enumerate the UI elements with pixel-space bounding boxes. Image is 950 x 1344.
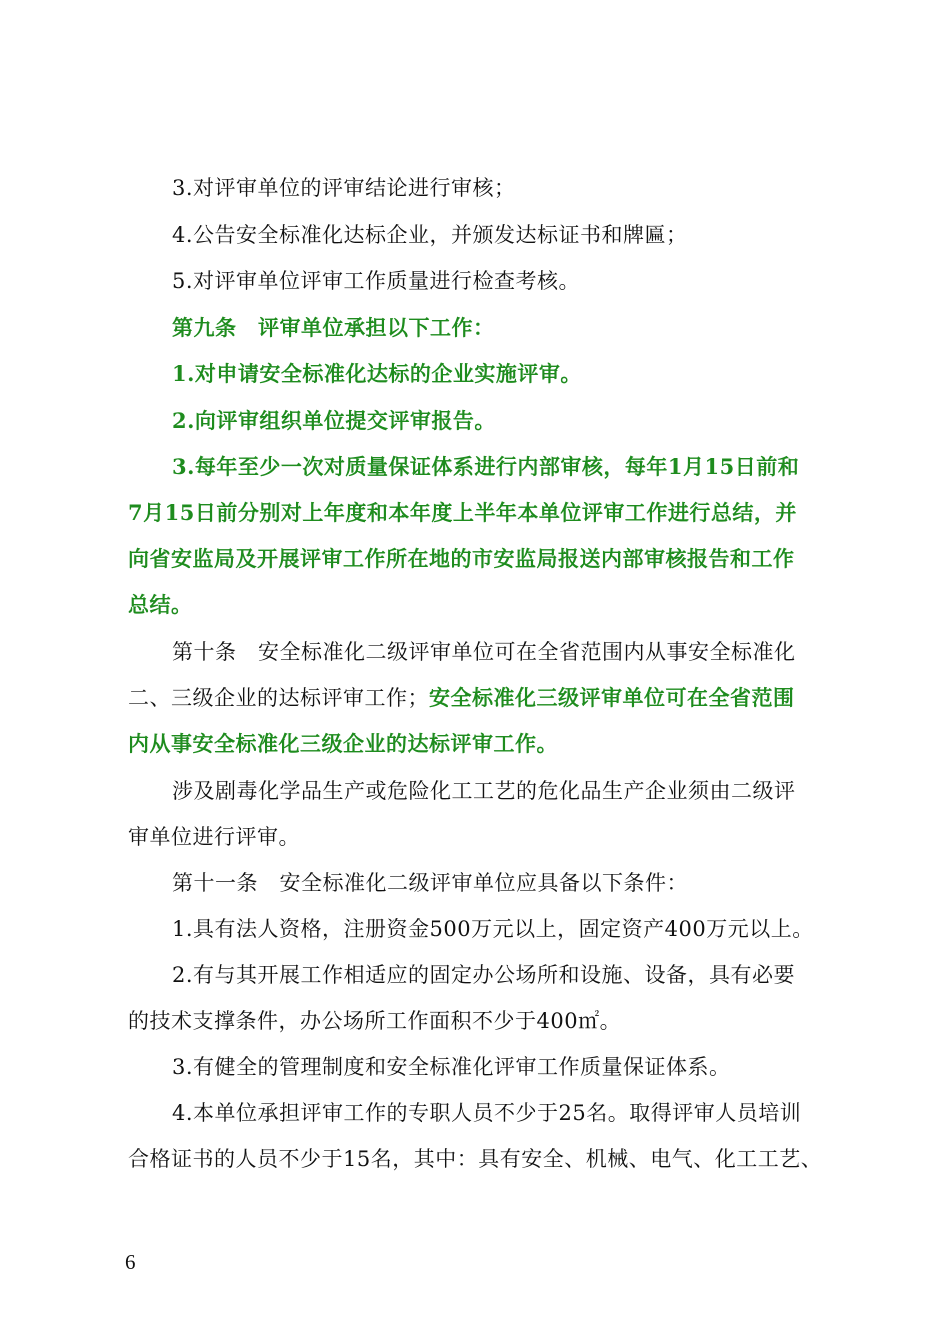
text-line: 3.每年至少一次对质量保证体系进行内部审核，每年1月15日前和 (172, 454, 800, 479)
text-line: 内从事安全标准化三级企业的达标评审工作。 (128, 731, 558, 756)
text-line: 2.向评审组织单位提交评审报告。 (172, 408, 496, 433)
article-heading: 第九条 评审单位承担以下工作： (172, 315, 495, 340)
text-line: 4.公告安全标准化达标企业，并颁发达标证书和牌匾； (172, 223, 688, 247)
text-line: 3.对评审单位的评审结论进行审核； (172, 176, 516, 200)
text-line: 1.具有法人资格，注册资金500万元以上，固定资产400万元以上。 (172, 917, 814, 941)
text-line: 涉及剧毒化学品生产或危险化工工艺的危化品生产企业须由二级评 (172, 779, 796, 803)
text-line: 7月15日前分别对上年度和本年度上半年本单位评审工作进行总结，并 (128, 500, 797, 525)
text-line: 向省安监局及开展评审工作所在地的市安监局报送内部审核报告和工作 (128, 546, 795, 571)
text-line: 合格证书的人员不少于15名，其中：具有安全、机械、电气、化工工艺、 (128, 1147, 823, 1171)
text-line: 4.本单位承担评审工作的专职人员不少于25名。取得评审人员培训 (172, 1101, 802, 1125)
highlighted-segment: 安全标准化三级评审单位可在全省范围 (429, 685, 795, 710)
article-heading: 第十条 安全标准化二级评审单位可在全省范围内从事安全标准化 (172, 640, 796, 664)
text-line: 1.对申请安全标准化达标的企业实施评审。 (172, 361, 582, 386)
text-line: 总结。 (128, 592, 193, 617)
text-line (128, 683, 795, 713)
page-number: 6 (125, 1250, 136, 1274)
article-heading: 第十一条 安全标准化二级评审单位应具备以下条件： (172, 871, 688, 895)
text-segment: 二、三级企业的达标评审工作； (128, 686, 429, 710)
text-line: 5.对评审单位评审工作质量进行检查考核。 (172, 269, 581, 293)
text-line: 的技术支撑条件，办公场所工作面积不少于400㎡。 (128, 1009, 622, 1033)
text-line: 3.有健全的管理制度和安全标准化评审工作质量保证体系。 (172, 1055, 731, 1079)
text-line: 审单位进行评审。 (128, 825, 300, 849)
text-line: 2.有与其开展工作相适应的固定办公场所和设施、设备，具有必要 (172, 963, 796, 987)
